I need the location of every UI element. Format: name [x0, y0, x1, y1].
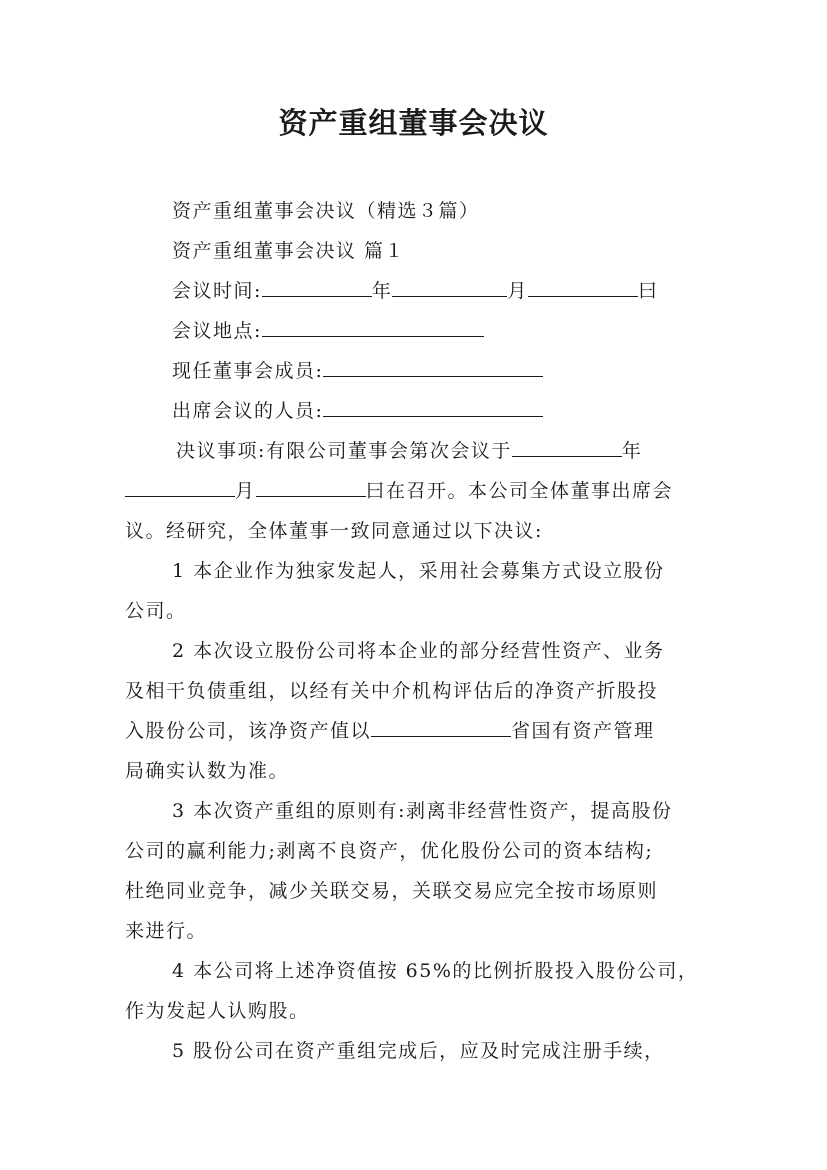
resolution-line-1 [176, 436, 642, 466]
item3-text-1: 3 本次资产重组的原则有:剥离非经营性资产，提高股份 [172, 800, 673, 822]
item1-line-2 [125, 596, 187, 626]
resolution-line-3 [125, 516, 543, 546]
meeting-month-blank [392, 280, 507, 297]
item5-line-1 [172, 1036, 665, 1066]
document-title: 资产重组董事会决议 [278, 106, 549, 140]
meeting-year-blank [262, 280, 372, 297]
meeting-day-label: 曰 [637, 280, 659, 302]
item4-text-1: 4 本公司将上述净资值按 65%的比例折股投入股份公司， [172, 960, 699, 982]
item2-line-3 [125, 716, 655, 746]
attendees-line [172, 396, 543, 426]
item4-line-2 [125, 996, 310, 1026]
attendees-blank [323, 400, 543, 417]
item3-line-3 [125, 876, 658, 906]
subtitle-text: 资产重组董事会决议（精选３篇） [172, 200, 480, 222]
board-members-line [172, 356, 543, 386]
item1-text-2: 公司。 [125, 600, 187, 622]
meeting-place-blank [262, 320, 484, 337]
item2-line-4 [125, 756, 289, 786]
resolution-text-2b: 曰在召开。本公司全体董事出席会 [365, 480, 674, 502]
item2-text-2: 及相干负债重组，以经有关中介机构评估后的净资产折股投 [125, 680, 659, 702]
meeting-place-line [172, 316, 484, 346]
item4-text-2: 作为发起人认购股。 [125, 1000, 310, 1022]
section-heading-text: 资产重组董事会决议 篇１ [172, 240, 406, 262]
resolution-text-3: 议。经研究，全体董事一致同意通过以下决议: [125, 520, 543, 542]
item5-text-1: 5 股份公司在资产重组完成后，应及时完成注册手续， [172, 1040, 665, 1062]
attendees-label: 出席会议的人员: [172, 400, 324, 422]
meeting-place-label: 会议地点: [172, 320, 262, 342]
board-members-blank [323, 360, 543, 377]
item1-text-1: 1 本企业作为独家发起人，采用社会募集方式设立股份 [172, 560, 665, 582]
resolution-text-1a: 决议事项:有限公司董事会第次会议于 [176, 440, 512, 462]
item2-line-1 [172, 636, 665, 666]
meeting-year-label: 年 [371, 280, 393, 302]
item4-line-1 [172, 956, 698, 986]
item3-line-4 [125, 916, 207, 946]
item2-line-2 [125, 676, 658, 706]
section-heading [172, 236, 405, 266]
resolution-year-label: 年 [621, 440, 643, 462]
item3-text-3: 杜绝同业竞争，减少关联交易，关联交易应完全按市场原则 [125, 880, 659, 902]
item3-text-4: 来进行。 [125, 920, 208, 942]
item2-text-1: 2 本次设立股份公司将本企业的部分经营性资产、业务 [172, 640, 665, 662]
item3-text-2: 公司的赢利能力;剥离不良资产，优化股份公司的资本结构; [125, 840, 654, 862]
subtitle [172, 196, 480, 226]
item2-value-blank [371, 720, 511, 737]
resolution-month-label: 月 [235, 480, 256, 502]
item1-line-1 [172, 556, 665, 586]
board-members-label: 现任董事会成员: [172, 360, 324, 382]
meeting-time-label: 会议时间: [172, 280, 262, 302]
item2-text-4: 局确实认数为准。 [125, 760, 290, 782]
resolution-day-blank [256, 480, 366, 497]
item2-text-3a: 入股份公司，该净资产值以 [125, 720, 372, 742]
meeting-time-line [172, 276, 658, 306]
meeting-day-blank [528, 280, 638, 297]
meeting-month-label: 月 [507, 280, 528, 302]
resolution-leading-blank [125, 480, 235, 497]
item2-text-3b: 省国有资产管理 [511, 720, 655, 742]
resolution-year-blank [512, 440, 622, 457]
resolution-line-2 [125, 476, 673, 506]
item3-line-2 [125, 836, 653, 866]
item3-line-1 [172, 796, 673, 826]
